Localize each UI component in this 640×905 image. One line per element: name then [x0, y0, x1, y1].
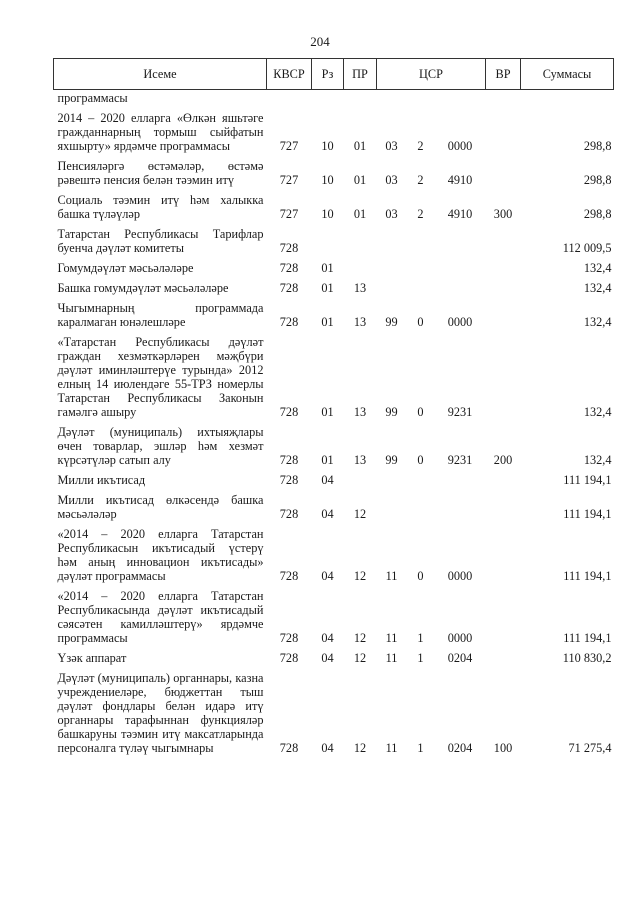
header-pr: ПР — [344, 59, 377, 90]
cell-name: «2014 – 2020 елларга Татарстан Республикасын икътисадый үстерү һәм аның инновацион икътисады» дәүләт программасы — [57, 527, 264, 583]
cell-csr-1: 11 — [385, 569, 398, 583]
cell-csr-1 — [377, 490, 407, 524]
table-body — [54, 90, 614, 759]
cell-vr — [486, 224, 521, 258]
cell-vr: 200 — [493, 453, 513, 467]
cell-rz: 04 — [321, 651, 334, 665]
cell-sum: 111 194,1 — [563, 473, 612, 487]
table-row — [54, 422, 614, 470]
cell-pr: 13 — [353, 315, 367, 329]
cell-csr-1: 03 — [385, 139, 398, 153]
cell-csr-1: 99 — [385, 315, 398, 329]
cell-sum: 132,4 — [583, 405, 612, 419]
cell-vr — [486, 648, 521, 668]
cell-rz: 01 — [321, 315, 334, 329]
cell-name: Пенсияләргә өстәмәләр, өстәмә рәвештә пенсия белән тәэмин итү — [57, 159, 264, 187]
cell-rz — [312, 224, 344, 258]
cell-csr-1: 03 — [385, 207, 398, 221]
cell-rz: 10 — [321, 207, 334, 221]
cell-vr — [486, 90, 521, 109]
cell-name: Дәүләт (муниципаль) органнары, казна учреждениеләре, бюджеттан тыш дәүләт фондлары белән идарә итү органнары тарафыннан функцияләр башкаруны тәэмин итү максатларында персоналга түләү чыгымнары — [57, 671, 264, 755]
cell-csr-2 — [407, 470, 435, 490]
cell-csr-2: 1 — [417, 651, 424, 665]
cell-csr-2 — [407, 258, 435, 278]
cell-rz: 04 — [321, 631, 334, 645]
cell-vr — [486, 108, 521, 156]
cell-name: Үзәк аппарат — [57, 651, 127, 665]
cell-csr-3: 0000 — [447, 569, 473, 583]
cell-pr: 01 — [353, 207, 367, 221]
header-csr: ЦСР — [377, 59, 486, 90]
cell-name: Башка гомумдәүләт мәсьәләләре — [57, 281, 229, 295]
cell-pr: 12 — [353, 507, 367, 521]
header-sum: Суммасы — [521, 59, 614, 90]
cell-vr — [486, 490, 521, 524]
cell-pr — [344, 224, 377, 258]
table-row — [54, 278, 614, 298]
cell-csr-2 — [407, 90, 435, 109]
cell-sum — [521, 90, 614, 109]
cell-csr-1: 03 — [385, 173, 398, 187]
cell-sum: 132,4 — [583, 281, 612, 295]
cell-sum: 111 194,1 — [563, 569, 612, 583]
table-row — [54, 490, 614, 524]
cell-sum: 110 830,2 — [562, 651, 612, 665]
cell-csr-2 — [407, 278, 435, 298]
cell-csr-3: 9231 — [447, 453, 473, 467]
cell-sum: 132,4 — [583, 261, 612, 275]
cell-csr-3: 4910 — [447, 173, 473, 187]
cell-csr-1 — [377, 470, 407, 490]
cell-rz: 01 — [321, 261, 334, 275]
cell-csr-1 — [377, 224, 407, 258]
cell-csr-2: 0 — [417, 569, 424, 583]
table-row — [54, 156, 614, 190]
cell-kvsr: 728 — [279, 507, 299, 521]
cell-name: Милли икътисад өлкәсендә башка мәсьәләләр — [57, 493, 264, 521]
cell-csr-1 — [377, 90, 407, 109]
table-row — [54, 524, 614, 586]
cell-name: Социаль тәэмин итү һәм халыкка башка түләүләр — [57, 193, 264, 221]
cell-kvsr: 728 — [279, 569, 299, 583]
cell-pr: 12 — [353, 651, 367, 665]
table-row — [54, 108, 614, 156]
cell-vr — [486, 332, 521, 422]
cell-csr-2: 2 — [417, 207, 424, 221]
cell-vr — [486, 470, 521, 490]
cell-name: «2014 – 2020 елларга Татарстан Республикасында дәүләт икътисадый сәясәтен камилләштерү» ярдәмче программасы — [57, 589, 264, 645]
cell-rz: 04 — [321, 569, 334, 583]
cell-pr: 12 — [353, 741, 367, 755]
cell-name: Чыгымнарның программада каралмаган юнәлешләре — [57, 301, 264, 329]
cell-csr-3 — [435, 470, 486, 490]
cell-name: Гомумдәүләт мәсьәләләре — [57, 261, 194, 275]
cell-rz: 01 — [321, 453, 334, 467]
cell-kvsr — [267, 90, 312, 109]
table-row — [54, 190, 614, 224]
cell-name: Дәүләт (муниципаль) ихтыяҗлары өчен товарлар, эшләр һәм хезмәт күрсәтүләр сатып алу — [57, 425, 264, 467]
cell-kvsr: 728 — [279, 405, 299, 419]
cell-csr-3 — [435, 278, 486, 298]
header-vr: ВР — [486, 59, 521, 90]
cell-name: Татарстан Республикасы Тарифлар буенча дәүләт комитеты — [57, 227, 264, 255]
header-name: Исеме — [54, 59, 267, 90]
cell-kvsr: 728 — [279, 651, 299, 665]
table-row — [54, 668, 614, 758]
cell-csr-1: 99 — [385, 405, 398, 419]
table-row — [54, 258, 614, 278]
cell-kvsr: 728 — [279, 281, 299, 295]
header-kvsr: КВСР — [267, 59, 312, 90]
cell-pr: 01 — [353, 139, 367, 153]
cell-sum: 132,4 — [583, 453, 612, 467]
cell-kvsr: 728 — [279, 473, 299, 487]
cell-vr — [486, 586, 521, 648]
cell-rz: 01 — [321, 405, 334, 419]
cell-csr-1: 11 — [385, 651, 398, 665]
cell-pr — [344, 258, 377, 278]
cell-vr: 100 — [493, 741, 513, 755]
cell-pr: 12 — [353, 631, 367, 645]
cell-sum: 298,8 — [583, 139, 612, 153]
cell-csr-3: 0000 — [447, 631, 473, 645]
cell-rz: 04 — [321, 741, 334, 755]
cell-sum: 298,8 — [583, 207, 612, 221]
cell-vr — [486, 156, 521, 190]
cell-rz: 04 — [321, 507, 334, 521]
cell-csr-2: 0 — [417, 453, 424, 467]
cell-csr-2: 1 — [417, 741, 424, 755]
cell-kvsr: 728 — [279, 741, 299, 755]
cell-sum: 111 194,1 — [563, 507, 612, 521]
cell-rz — [312, 90, 344, 109]
header-rz: Рз — [312, 59, 344, 90]
cell-kvsr: 727 — [279, 173, 299, 187]
cell-csr-1: 99 — [385, 453, 398, 467]
cell-csr-3: 0000 — [447, 139, 473, 153]
cell-rz: 10 — [321, 139, 334, 153]
table-row — [54, 470, 614, 490]
cell-vr: 300 — [493, 207, 513, 221]
cell-csr-3: 9231 — [447, 405, 473, 419]
cell-vr — [486, 298, 521, 332]
cell-csr-3 — [435, 258, 486, 278]
cell-csr-3: 0204 — [447, 651, 473, 665]
cell-kvsr: 728 — [279, 315, 299, 329]
cell-csr-3: 0204 — [447, 741, 473, 755]
cell-kvsr: 728 — [279, 241, 299, 255]
cell-csr-2: 2 — [417, 139, 424, 153]
cell-csr-3 — [435, 224, 486, 258]
cell-csr-3 — [435, 90, 486, 109]
cell-csr-2: 1 — [417, 631, 424, 645]
cell-pr: 01 — [353, 173, 367, 187]
table-row — [54, 224, 614, 258]
cell-pr: 13 — [353, 405, 367, 419]
cell-rz: 01 — [321, 281, 334, 295]
table-row — [54, 648, 614, 668]
cell-sum: 111 194,1 — [563, 631, 612, 645]
cell-sum: 298,8 — [583, 173, 612, 187]
cell-pr — [344, 470, 377, 490]
cell-kvsr: 728 — [279, 453, 299, 467]
budget-table — [53, 58, 614, 758]
cell-csr-3: 4910 — [447, 207, 473, 221]
cell-kvsr: 727 — [279, 139, 299, 153]
cell-vr — [486, 258, 521, 278]
cell-rz: 04 — [321, 473, 334, 487]
cell-csr-2 — [407, 490, 435, 524]
cell-csr-3 — [435, 490, 486, 524]
table-row — [54, 586, 614, 648]
cell-kvsr: 728 — [279, 261, 299, 275]
cell-name: 2014 – 2020 елларга «Өлкән яшьтәге гражданнарның тормыш сыйфатын яхшырту» ярдәмче программасы — [57, 111, 264, 153]
cell-csr-1: 11 — [385, 741, 398, 755]
table-row — [54, 332, 614, 422]
cell-sum: 71 275,4 — [568, 741, 612, 755]
page-number: 204 — [310, 34, 330, 49]
cell-name: Милли икътисад — [57, 473, 146, 487]
table-row — [54, 90, 614, 109]
table-row — [54, 298, 614, 332]
cell-csr-3: 0000 — [447, 315, 473, 329]
cell-kvsr: 728 — [279, 631, 299, 645]
cell-csr-2: 0 — [417, 405, 424, 419]
cell-vr — [486, 524, 521, 586]
cell-csr-1 — [377, 278, 407, 298]
cell-sum: 112 009,5 — [562, 241, 612, 255]
cell-pr: 13 — [353, 453, 367, 467]
cell-name: «Татарстан Республикасы дәүләт граждан хезмәткәрләрен мәҗбүри дәүләт иминләштерүе турында» 2012 елның 14 июлендәге 55-ТРЗ номерлы Татарстан Республикасы Законын гамәлгә ашыру — [57, 335, 264, 419]
table-header-row — [54, 59, 614, 90]
cell-csr-2: 0 — [417, 315, 424, 329]
cell-name: программасы — [57, 91, 128, 105]
cell-pr: 12 — [353, 569, 367, 583]
cell-sum: 132,4 — [583, 315, 612, 329]
cell-csr-1 — [377, 258, 407, 278]
cell-vr — [486, 278, 521, 298]
cell-kvsr: 727 — [279, 207, 299, 221]
cell-csr-2: 2 — [417, 173, 424, 187]
cell-pr — [344, 90, 377, 109]
cell-csr-1: 11 — [385, 631, 398, 645]
cell-rz: 10 — [321, 173, 334, 187]
cell-csr-2 — [407, 224, 435, 258]
cell-pr: 13 — [353, 281, 367, 295]
